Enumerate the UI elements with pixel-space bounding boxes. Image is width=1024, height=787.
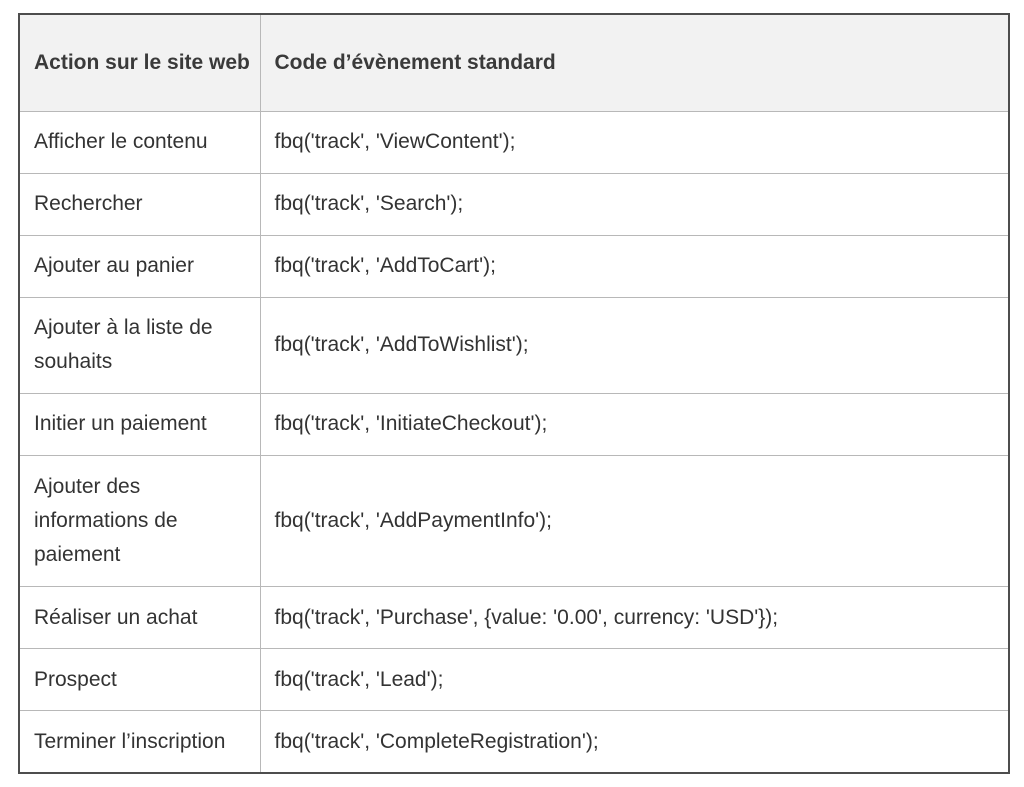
table-row <box>19 456 1009 587</box>
header-code: Code d’évènement standard <box>260 14 1009 111</box>
action-cell: Réaliser un achat <box>19 587 260 649</box>
action-cell: Initier un paiement <box>19 393 260 455</box>
header-action: Action sur le site web <box>19 14 260 111</box>
table-row <box>19 711 1009 773</box>
action-cell: Ajouter à la liste de souhaits <box>19 297 260 393</box>
header-row <box>19 14 1009 111</box>
table-body <box>19 111 1009 773</box>
code-cell: fbq('track', 'CompleteRegistration'); <box>260 711 1009 773</box>
code-cell: fbq('track', 'Purchase', {value: '0.00', currency: 'USD'}); <box>260 587 1009 649</box>
action-cell: Terminer l’inscription <box>19 711 260 773</box>
table-row <box>19 393 1009 455</box>
table-row <box>19 111 1009 173</box>
code-cell: fbq('track', 'AddToCart'); <box>260 235 1009 297</box>
action-cell: Afficher le contenu <box>19 111 260 173</box>
action-cell: Ajouter au panier <box>19 235 260 297</box>
action-cell: Ajouter des informations de paiement <box>19 456 260 587</box>
table-row <box>19 235 1009 297</box>
code-cell: fbq('track', 'ViewContent'); <box>260 111 1009 173</box>
action-cell: Rechercher <box>19 173 260 235</box>
table-header <box>19 14 1009 111</box>
table-row <box>19 173 1009 235</box>
standard-events-table <box>18 13 1010 774</box>
code-cell: fbq('track', 'Lead'); <box>260 649 1009 711</box>
table-row <box>19 297 1009 393</box>
code-cell: fbq('track', 'InitiateCheckout'); <box>260 393 1009 455</box>
table-row <box>19 587 1009 649</box>
code-cell: fbq('track', 'AddToWishlist'); <box>260 297 1009 393</box>
code-cell: fbq('track', 'Search'); <box>260 173 1009 235</box>
table-row <box>19 649 1009 711</box>
code-cell: fbq('track', 'AddPaymentInfo'); <box>260 456 1009 587</box>
action-cell: Prospect <box>19 649 260 711</box>
